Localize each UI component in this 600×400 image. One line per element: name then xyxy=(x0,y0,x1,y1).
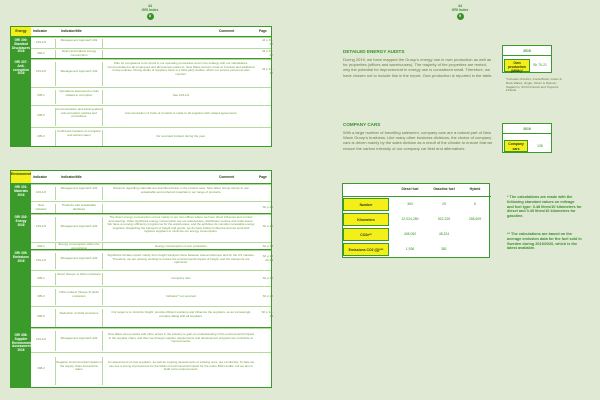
table-row xyxy=(31,184,271,201)
cell-comment: Energy consumption of own production xyxy=(155,244,207,248)
page-number-badge: 9 xyxy=(457,13,464,20)
cell-indicator: 103-1/2 xyxy=(35,40,47,44)
column-header: Indicator xyxy=(33,29,47,33)
column-header: Indicator/title xyxy=(61,175,82,179)
cell-title: Negative environmental impacts in the supply chain and actions taken xyxy=(55,357,103,385)
header-number: 44 xyxy=(148,4,152,8)
cell-indicator: 205-1 xyxy=(37,93,45,97)
table-row xyxy=(31,270,271,286)
group-label: GRI 302: Energy 2016 xyxy=(11,214,31,249)
cell-page: Sh p 22-23 xyxy=(261,310,273,318)
cell-title: Management Approach 102 xyxy=(55,39,103,48)
table-corner-label: Environment xyxy=(11,171,31,183)
row-label: Kilometers xyxy=(343,213,389,226)
table-group xyxy=(11,36,271,58)
table-row xyxy=(31,59,271,87)
table-header xyxy=(11,171,271,183)
cell-value: 363 xyxy=(407,202,413,206)
table-row xyxy=(31,105,271,127)
page-number-badge: 8 xyxy=(147,13,154,20)
cell-indicator: 308-2 xyxy=(37,366,45,370)
cell-comment: New Wave Group works with other actors in the industry to gain an understanding of the environmental impact in the supplier chain, and then we through supplier requirements and development programmes contribute to improvements. xyxy=(107,332,255,344)
cell-value: 522,225 xyxy=(437,217,451,221)
cell-title: Energy consumption within the organization xyxy=(55,243,103,251)
cell-page: 44 p 46-47 xyxy=(261,49,273,57)
table-row xyxy=(31,286,271,306)
cell-page: Sh p 22 xyxy=(262,294,273,298)
cell-comment: Significant climate impact mainly from freight transport done between Asia and Europe and for the US markets. Therefore, we are actively working to reduce the environmental impact of freight, and the transports are optimized. xyxy=(107,253,255,265)
environment-gri-table xyxy=(10,170,272,388)
cell-indicator: New indicator xyxy=(35,203,47,211)
cell-indicator: 205-3 xyxy=(37,134,45,138)
column-header: Comment xyxy=(219,175,235,179)
column-header: Diesel fuel xyxy=(401,187,419,191)
cell-title: Management Approach 102 xyxy=(55,217,103,241)
cell-title: Operations assessed for risks related to corruption xyxy=(55,90,103,104)
own-production-value: Sh 70-21 xyxy=(533,63,547,67)
header-title: GRI Index xyxy=(141,8,159,13)
company-cars-value: 138 xyxy=(537,144,543,148)
footnote-1: * The calculations are made with the following standard values on mileage and fuel type: 0.48 litres/10 kilometers for diesel and 0.49 litres/10 kilometers for gasoline. xyxy=(507,195,582,219)
row-label: Number xyxy=(343,198,389,211)
cell-title: Direct and indirect energy consumption xyxy=(55,50,103,59)
cell-title: Confirmed incidents of corruption and actions taken xyxy=(55,130,103,146)
cell-title: Direct (Scope 1) GHG emissions xyxy=(55,273,103,285)
cell-indicator: 305-5 xyxy=(37,314,45,318)
table-row xyxy=(31,87,271,105)
cell-page: Sh p 38 xyxy=(262,244,273,248)
cell-indicator: 305-3 xyxy=(37,294,45,298)
cell-title: Other indirect (Scope 3) GHG emissions xyxy=(55,289,103,305)
table-row xyxy=(31,328,271,352)
header-title: GRI Index xyxy=(451,8,469,13)
table-corner-label: Energy xyxy=(11,27,31,36)
header-number: 44 xyxy=(458,4,462,8)
energy-audits-text: During 2019, we have mapped the Group's energy use in own production as well as for properties (offices and warehouses). The majority of the properties are rented, why the potential for improvement in energy use is considered small. Therefore, we have chosen not to include this in the report. Own production is reported in the table. xyxy=(343,57,493,78)
column-header: Gasoline fuel xyxy=(433,187,455,191)
group-label: GRI 307: Anti-corruption 2016 xyxy=(11,59,31,146)
table-row xyxy=(31,306,271,328)
column-header: Page xyxy=(259,29,267,33)
cell-page: 44 p 46-47 xyxy=(261,38,273,46)
right-page xyxy=(300,0,600,400)
page-header xyxy=(430,4,490,20)
cell-value: 6 xyxy=(474,202,476,206)
cell-comment: Plan for compliance to be found in our operating procedures and in the strategy with our subsidiaries. Communicated to all employees and all business partners. New Wave Group's Code of Conduct and additional Group policies. During audits of suppliers there is a third-party auditor, which our service personnel also conduct. xyxy=(107,61,255,76)
cell-page: Sh p 20 xyxy=(262,205,273,209)
table-row xyxy=(31,352,271,388)
company-cars-text: With a large number of travelling salesmen, company cars are a natural part of New Wave Group's business. Like many other business divisions, the choice of company cars is driven mainly by the sales division as a result of the climate to ensure that we reduce the carbon intensity of our company car fleet and alternatives. xyxy=(343,130,493,151)
row-label: CO2e** xyxy=(343,228,389,241)
company-cars-label: Company cars xyxy=(504,140,528,152)
table-row xyxy=(31,37,271,48)
cell-title: Management Approach 102 xyxy=(55,253,103,269)
group-label: GRI 305: Emissions 2016 xyxy=(11,250,31,327)
cell-page: Sh p 20 xyxy=(262,224,273,228)
column-header: Page xyxy=(259,175,267,179)
cell-indicator: 205-2 xyxy=(37,113,45,117)
cell-value: 29 xyxy=(442,202,446,206)
cell-comment: Communication of Code of Conduct is made to all suppliers with related agreements. xyxy=(124,111,238,115)
fuel-table xyxy=(342,183,490,258)
cell-value: 12,024,280 xyxy=(401,217,419,221)
group-label: GRI 300: Standard Disclosures 2016 xyxy=(11,37,31,58)
group-label: GRI 308: Supplier Environmental Assessment 2016 xyxy=(11,328,31,387)
table-row xyxy=(31,250,271,270)
energy-gri-table xyxy=(10,26,272,147)
own-production-label: Own production (MWh)* xyxy=(504,59,530,72)
cell-indicator: 305-1 xyxy=(37,276,45,280)
cell-title: Reduction of GHG emissions xyxy=(55,309,103,327)
cell-comment: Indicator* not reported xyxy=(166,294,196,298)
table-group xyxy=(11,327,271,387)
cell-comment: Our target is to minimize freight, provide efficient solutions and influence the suppliers, as an increasingly complex dialog with all suppliers. xyxy=(111,310,251,318)
column-header: Comment xyxy=(219,29,235,33)
cell-indicator: 302-1 xyxy=(37,51,45,55)
row-label: Emissions CO2 (Q)*** xyxy=(343,243,389,256)
table-row xyxy=(31,214,271,242)
cell-value: 1,936 xyxy=(405,247,415,251)
own-production-note: *Includes Orrefors, Kosta Boda, Cutter & Buck Wales, Jingle, Strom & Hjelmer, Sagaform, SGS Fixstock and Toppoint Finland xyxy=(506,77,562,93)
divider xyxy=(343,196,491,197)
cell-title: Management Approach 102 xyxy=(55,62,103,86)
table-group xyxy=(11,213,271,249)
cell-title: Products with sustainable attributes xyxy=(55,204,103,214)
table-row xyxy=(31,127,271,147)
company-cars-heading: COMPANY CARS xyxy=(343,122,381,127)
table-header xyxy=(11,27,271,36)
cell-indicator: 302-1 xyxy=(37,244,45,248)
cell-page: Sh p 12 22-23 xyxy=(262,254,273,262)
table-group xyxy=(11,183,271,213)
group-label: GRI 301: Materials 2016 xyxy=(11,184,31,213)
column-header: Indicator xyxy=(33,175,47,179)
cell-comment: See 103-1/2 xyxy=(172,93,190,97)
cell-comment: An assessment of new suppliers, as well as ongoing assessments of existing ones, are conducted. To date we can see a strong improvement for the fields of environmental impact for the entire BSCI audits, but we aim to build more improvements. xyxy=(107,360,255,372)
cell-title: Communication and training about anti-corruption policies and procedures xyxy=(55,108,103,126)
cell-comment: No recorded incident during the year. xyxy=(156,134,206,138)
cell-indicator: 103-1/2 xyxy=(35,258,47,262)
column-header: Hybrid xyxy=(469,187,481,191)
cell-value: 381 xyxy=(441,247,447,251)
column-header: Indicator/title xyxy=(61,29,82,33)
cell-title: Management Approach 102 xyxy=(55,187,103,200)
cell-value: 408,062 xyxy=(403,232,417,236)
table-group xyxy=(11,58,271,146)
page-header xyxy=(120,4,180,20)
table-group xyxy=(11,249,271,327)
cell-page: Sh p 20 xyxy=(262,276,273,280)
energy-audits-heading: DETAILED ENERGY AUDITS xyxy=(343,49,405,54)
cell-indicator: 103-1/2 xyxy=(35,69,47,73)
year-header: 2019 xyxy=(503,47,551,56)
footnote-2: ** The calculations are based on the average emission data for the fuel sold in Sweden during 2019/2020, which is the latest available. xyxy=(507,232,582,251)
cell-indicator: 103-1/2 xyxy=(35,190,47,194)
cell-value: 48,324 xyxy=(438,232,450,236)
cell-comment: The direct energy consumption occurs mainly in our own offices where we have direct influence and monitor and steering. Other significant energy consumption are our warehouses, distribution centres and retail stores. We have an energy efficiency programme for the warehouses, and the activities do consider renewable energy suppliers. Regarding the transport of freight and goods, we do have indirect influence and we work with logistics suppliers to minimize our energy consumption. xyxy=(107,215,255,234)
cell-indicator: 103-1/2 xyxy=(35,224,47,228)
cell-page: 44 p 46-47 xyxy=(261,67,273,75)
cell-comment: Reasons regarding materials are described below in the product area. New Wave Group strives to use sustainable and preferred materials in our range of products. xyxy=(113,186,249,194)
cell-comment: Company cars xyxy=(171,276,191,280)
cell-title: Management Approach 102 xyxy=(55,331,103,351)
cell-value: 258,609 xyxy=(468,217,482,221)
year-header: 2019 xyxy=(503,125,551,134)
cell-indicator: 103-1/2 xyxy=(35,337,47,341)
